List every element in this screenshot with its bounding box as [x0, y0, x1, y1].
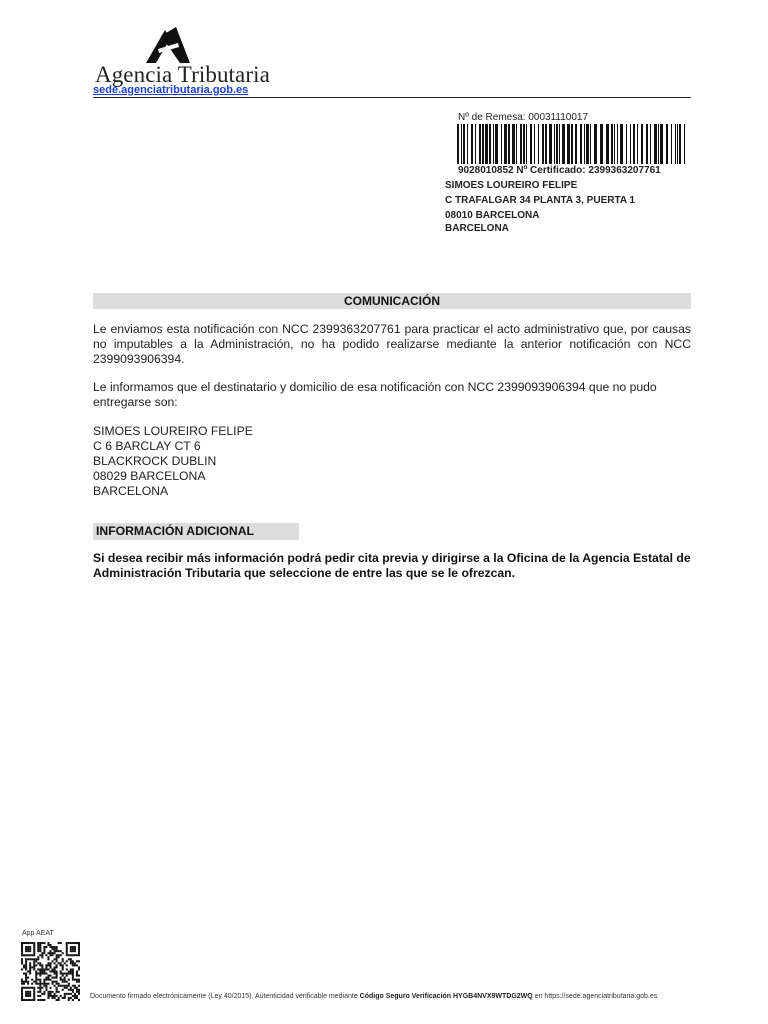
barcode-icon	[457, 124, 685, 164]
previous-address-street: C 6 BARCLAY CT 6	[93, 439, 201, 453]
footer-verification	[90, 993, 657, 1000]
certificate-number: 9028010852 Nº Certificado: 2399363207761	[458, 165, 661, 176]
qr-code-icon	[21, 942, 80, 1001]
agency-url-link[interactable]: sede.agenciatributaria.gob.es	[93, 84, 249, 96]
additional-info-text: Si desea recibir más información podrá pedir cita previa y dirigirse a la Oficina de la Agencia Estatal de Administración Tributaria que seleccione de entre las que se le ofrezcan.	[93, 551, 691, 580]
paragraph-notification: Le enviamos esta notificación con NCC 2399363207761 para practicar el acto administrativo que, por causas no imputables a la Administración, no ha podido realizarse mediante la anterior notificación con NCC 2399093906394.	[93, 322, 691, 366]
recipient-postal-city: 08010 BARCELONA	[445, 210, 540, 221]
previous-address-name: SIMOES LOUREIRO FELIPE	[93, 424, 253, 438]
previous-address-city: BLACKROCK DUBLIN	[93, 454, 217, 468]
csv-code: Código Seguro Verificación HYGB4NVX9WTDG2WQ	[359, 993, 533, 1000]
previous-address-postal: 08029 BARCELONA	[93, 469, 206, 483]
previous-address-province: BARCELONA	[93, 484, 169, 498]
footer-text-prefix: Documento firmado electrónicamente (Ley 40/2015). Autenticidad verificable mediante	[90, 993, 360, 1000]
remesa-number: Nº de Remesa: 00031110017	[458, 112, 589, 123]
recipient-name: SIMOES LOUREIRO FELIPE	[445, 180, 578, 191]
paragraph-recipient-info: Le informamos que el destinatario y domicilio de esa notificación con NCC 2399093906394 que no pudo entregarse son:	[93, 380, 657, 409]
agencia-tributaria-logo-icon	[146, 27, 190, 65]
header-divider	[93, 97, 691, 98]
recipient-street: C TRAFALGAR 34 PLANTA 3, PUERTA 1	[445, 195, 636, 206]
agency-name: Agencia Tributaria	[95, 62, 270, 87]
additional-info-title: INFORMACIÓN ADICIONAL	[96, 524, 254, 538]
recipient-province: BARCELONA	[445, 223, 509, 234]
app-label: App AEAT	[22, 930, 54, 937]
footer-text-suffix: en https://sede.agenciatributaria.gob.es	[532, 993, 658, 1000]
section-title: COMUNICACIÓN	[344, 294, 440, 308]
